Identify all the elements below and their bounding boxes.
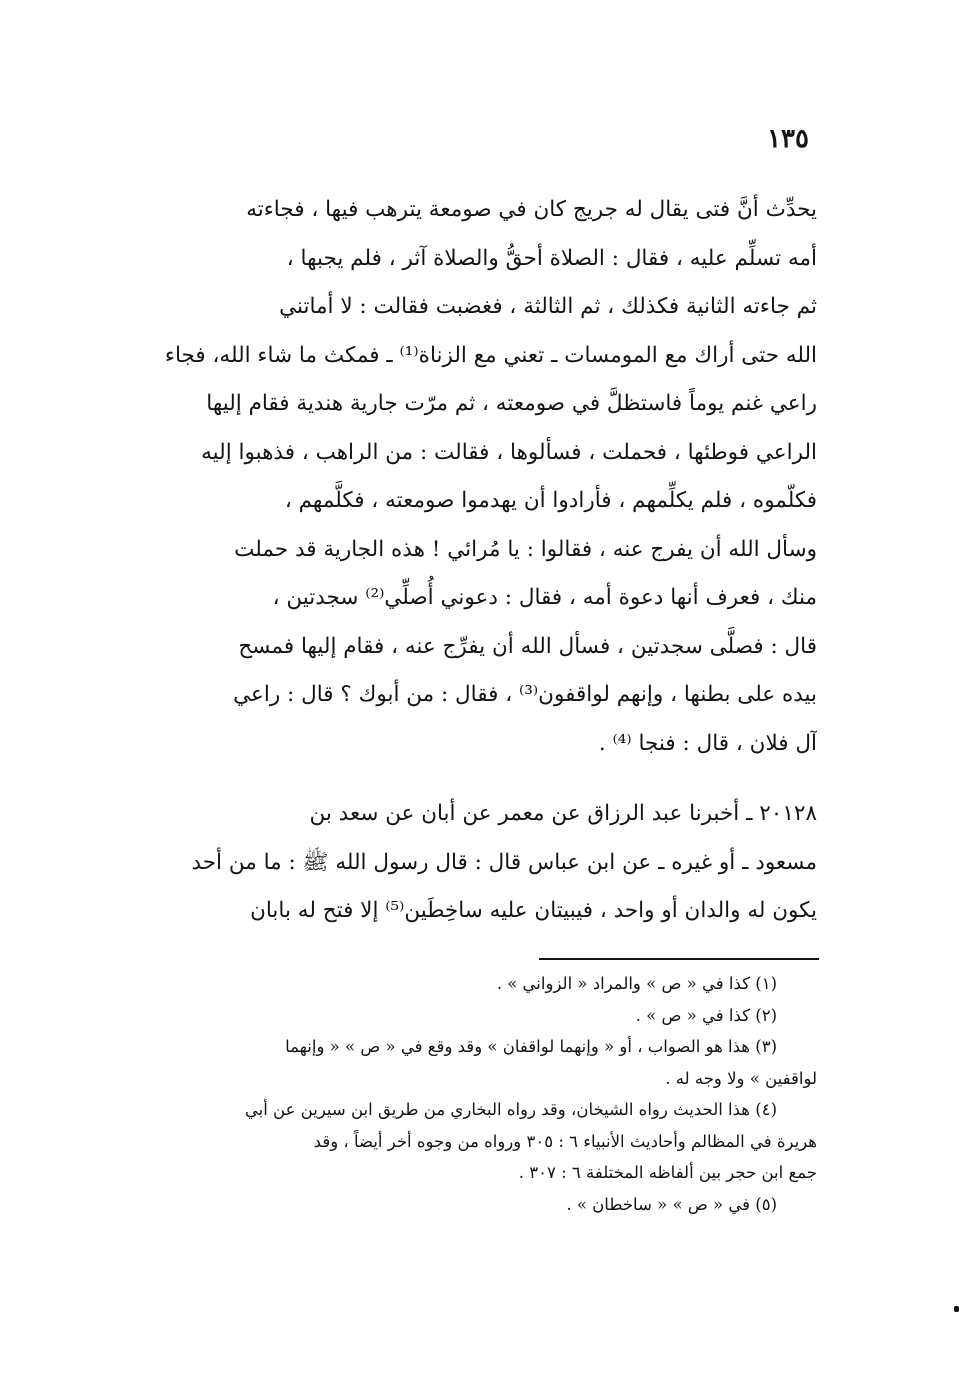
footnote-4-continued: جمع ابن حجر بين ألفاظه المختلفة ٦ : ٣٠٧ . <box>518 1163 817 1182</box>
footnote-2: (٢) كذا في « ص » . <box>635 1005 777 1025</box>
page-number: ١٣٥ <box>767 124 809 154</box>
footnote-separator <box>539 958 819 960</box>
scan-mark <box>954 1306 959 1312</box>
footnote-5: (٥) في « ص » « ساخطان » . <box>566 1194 777 1214</box>
main-text-block <box>127 186 817 768</box>
footnotes-block <box>127 968 817 1220</box>
text-line: قال : فصلَّى سجدتين ، فسأل الله أن يفرِّج عنه ، فقام إليها فمسح <box>238 633 817 659</box>
footnote-4-continued: هريرة في المظالم وأحاديث الأنبياء ٦ : ٣٠٥ ورواه من وجوه أخر أيضاً ، وقد <box>313 1131 817 1151</box>
text-line: فكلّموه ، فلم يكلِّمهم ، فأرادوا أن يهدموا صومعته ، فكلَّمهم ، <box>284 488 817 513</box>
text-line: أمه تسلِّم عليه ، فقال : الصلاة أحقُّ والصلاة آثر ، فلم يجبها ، <box>286 245 817 271</box>
footnote-1: (١) كذا في « ص » والمراد « الزواني » . <box>496 974 777 993</box>
text-line: آل فلان ، قال : فنجا ⁽⁴⁾ . <box>598 730 817 756</box>
hadith-block <box>127 790 817 936</box>
text-line: يحدِّث أنَّ فتى يقال له جريج كان في صومعة يترهب فيها ، فجاءته <box>246 197 817 222</box>
hadith-line: يكون له والدان أو واحد ، فيبيتان عليه ساخِطَين⁽⁵⁾ إلا فتح له بابان <box>250 898 817 923</box>
footnote-3: (٣) هذا هو الصواب ، أو « وإنهما لواقفان » وقد وقع في « ص » « وإنهما <box>285 1037 777 1056</box>
hadith-line: مسعود ـ أو غيره ـ عن ابن عباس قال : قال رسول الله ﷺ : ما من أحد <box>191 849 817 875</box>
hadith-line: ٢٠١٢٨ ـ أخبرنا عبد الرزاق عن معمر عن أبان عن سعد بن <box>309 801 817 826</box>
footnote-3-continued: لواقفين » ولا وجه له . <box>665 1068 817 1088</box>
footnote-4: (٤) هذا الحديث رواه الشيخان، وقد رواه البخاري من طريق ابن سيرين عن أبي <box>244 1100 777 1119</box>
text-line: راعي غنم يوماً فاستظلَّ في صومعته ، ثم مرّت جارية هندية فقام إليها <box>206 391 817 416</box>
text-line: ثم جاءته الثانية فكذلك ، ثم الثالثة ، فغضبت فقالت : لا أماتني <box>279 294 817 319</box>
text-line: وسأل الله أن يفرج عنه ، فقالوا : يا مُرائي ! هذه الجارية قد حملت <box>234 536 817 562</box>
text-line: الراعي فوطئها ، فحملت ، فسألوها ، فقالت : من الراهب ، فذهبوا إليه <box>201 439 817 465</box>
text-line: بيده على بطنها ، وإنهم لواقفون⁽³⁾ ، فقال : من أبوك ؟ قال : راعي <box>233 682 817 707</box>
text-line: الله حتى أراك مع المومسات ـ تعني مع الزناة⁽¹⁾ ـ فمكث ما شاء الله، فجاء <box>164 342 817 368</box>
text-line: منك ، فعرف أنها دعوة أمه ، فقال : دعوني أُصلِّي⁽²⁾ سجدتين ، <box>272 585 817 610</box>
